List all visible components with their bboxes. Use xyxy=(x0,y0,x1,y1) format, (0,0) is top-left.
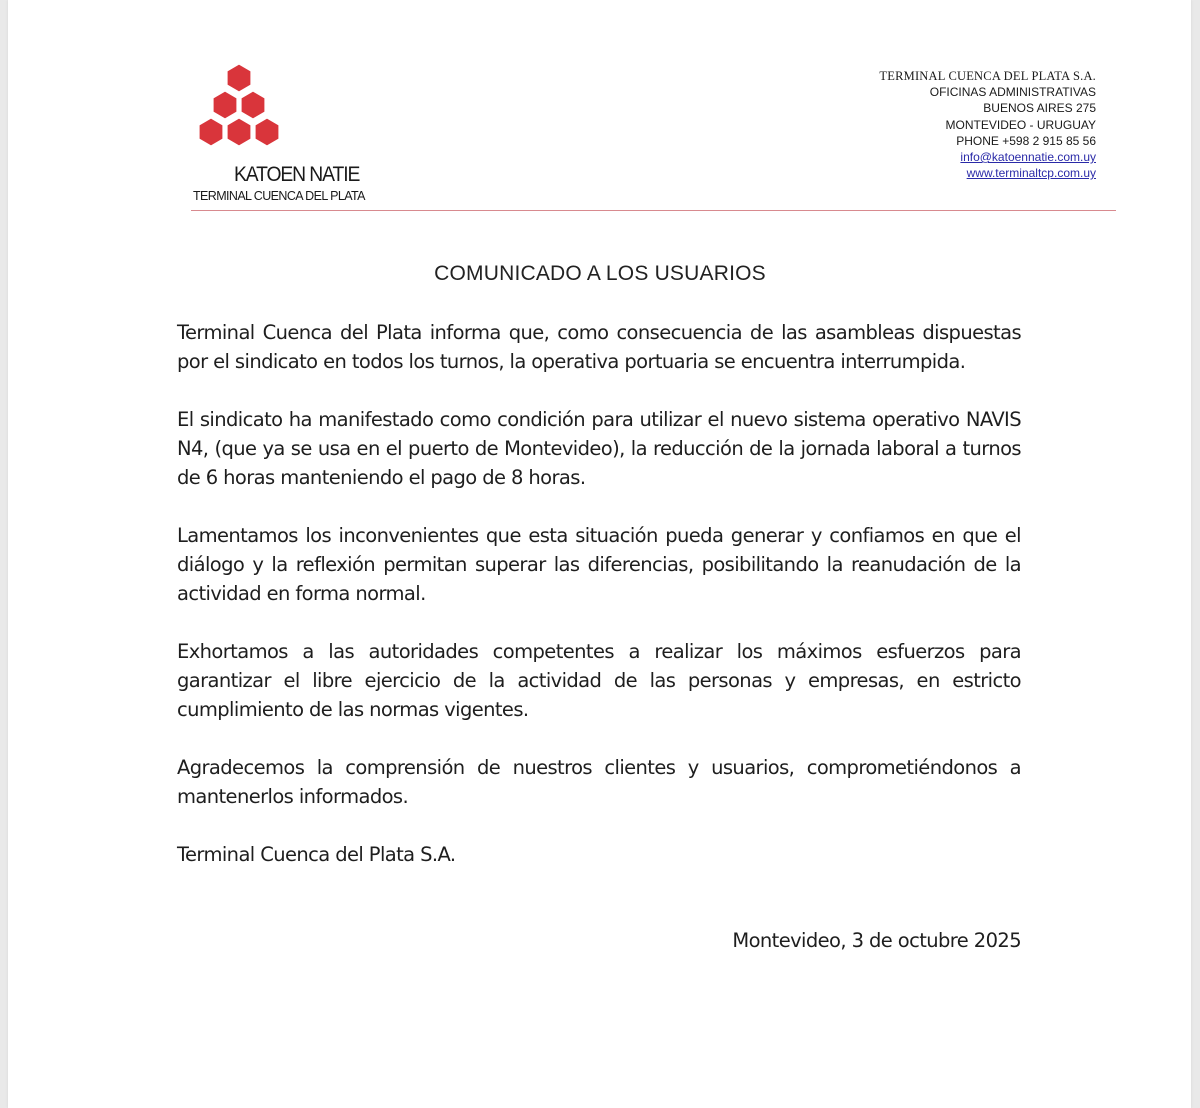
document-date: Montevideo, 3 de octubre 2025 xyxy=(732,929,1021,952)
logo-subtitle: TERMINAL CUENCA DEL PLATA xyxy=(193,189,365,203)
hexagon-cluster-icon xyxy=(194,62,284,158)
paragraph: Terminal Cuenca del Plata informa que, como consecuencia de las asambleas dispuestas por el sindicato en todos los turnos, la operativa portuaria se encuentra interrumpida. xyxy=(177,321,1021,373)
email-link[interactable]: info@katoennatie.com.uy xyxy=(960,150,1096,165)
document-body xyxy=(177,318,1021,898)
paragraph: Exhortamos a las autoridades competentes a realizar los máximos esfuerzos para garantizar el libre ejercicio de la actividad de las personas y empresas, en estricto cumplimiento de las normas vigentes. xyxy=(177,640,1021,721)
paragraph: El sindicato ha manifestado como condición para utilizar el nuevo sistema operativo NAVIS N4, (que ya se usa en el puerto de Montevideo), la reducción de la jornada laboral a turnos de 6 horas manteniendo el pago de 8 horas. xyxy=(177,408,1021,489)
address-phone: PHONE +598 2 915 85 56 xyxy=(956,133,1096,148)
paragraph: Lamentamos los inconvenientes que esta situación pueda generar y confiamos en que el diálogo y la reflexión permitan superar las diferencias, posibilitando la reanudación de la actividad en forma normal. xyxy=(177,524,1021,605)
company-logo xyxy=(188,62,378,207)
address-city: MONTEVIDEO - URUGUAY xyxy=(945,117,1096,132)
address-street: BUENOS AIRES 275 xyxy=(983,101,1096,116)
logo-brand-name: KATOEN NATIE xyxy=(234,163,360,186)
letterhead-divider xyxy=(191,210,1116,211)
address-company: TERMINAL CUENCA DEL PLATA S.A. xyxy=(879,69,1096,83)
paragraph: Agradecemos la comprensión de nuestros clientes y usuarios, comprometiéndonos a mantenerlos informados. xyxy=(177,756,1021,808)
letterhead-address xyxy=(879,68,1096,181)
document-title: COMUNICADO A LOS USUARIOS xyxy=(434,262,766,285)
website-link[interactable]: www.terminaltcp.com.uy xyxy=(966,166,1096,181)
signature: Terminal Cuenca del Plata S.A. xyxy=(177,843,456,866)
address-office: OFICINAS ADMINISTRATIVAS xyxy=(929,85,1096,100)
